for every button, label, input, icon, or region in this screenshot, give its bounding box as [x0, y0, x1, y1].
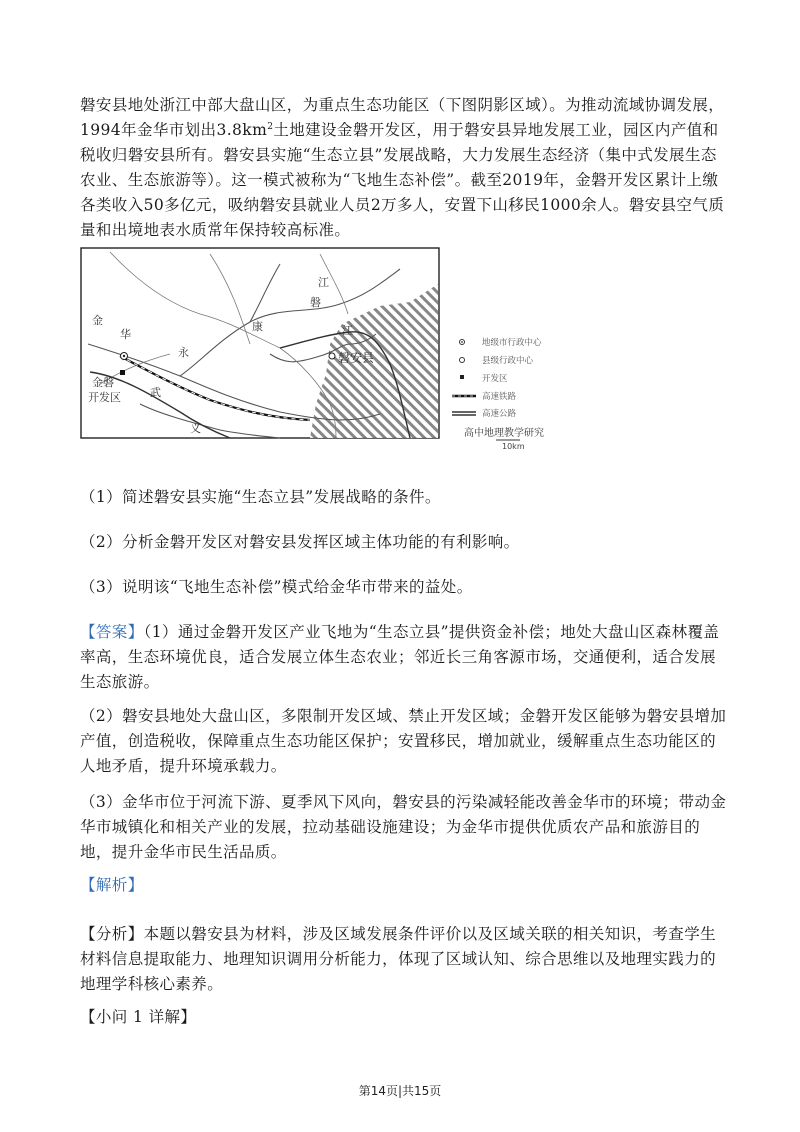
watermark-text: 高中地理教学研究 [464, 428, 544, 439]
answer-tag: 【答案】 [80, 623, 144, 641]
label-jiang-2: 江 [342, 324, 353, 337]
answer-2-paragraph: （2）磐安县地处大盘山区，多限制开发区域、禁止开发区域；金磐开发区能够为磐安县增加产值，创造税收，保障重点生态功能区保护；安置移民，增加就业，缓解重点生态功能区的人地矛盾，提升环境承载力。 [80, 707, 727, 775]
label-jin: 金 [92, 314, 103, 327]
question-3: （3）说明该“飞地生态补偿”模式给金华市带来的益处。 [80, 578, 473, 596]
region-map [80, 244, 580, 454]
question-1: （1）简述磐安县实施“生态立县”发展战略的条件。 [80, 488, 441, 506]
scale-label: 10km [502, 442, 525, 451]
county-center-symbol [329, 353, 335, 359]
analysis-tag: 【解析】 [80, 876, 144, 894]
legend-city: 地级市行政中心 [482, 338, 542, 348]
map-legend [452, 337, 542, 419]
label-kang: 康 [252, 320, 263, 333]
label-yong: 永 [178, 346, 189, 359]
answer-3-paragraph: （3）金华市位于河流下游、夏季风下风向，磐安县的污染减轻能改善金华市的环境；带动金华市城镇化和相关产业的发展，拉动基础设施建设；为金华市提供优质农产品和旅游目的地，提升金华市民生活品质。 [80, 793, 727, 861]
intro-superscript: 2 [267, 121, 274, 132]
legend-railway: 高速铁路 [482, 392, 517, 402]
intro-text-2: 土地建设金磐开发区，用于磐安县异地发展工业，园区内产值和税收归磐安县所有。磐安县实施“生态立县”发展战略，大力发展生态经济（集中式发展生态农业、生态旅游等）。这一模式被称为“飞地生态补偿”。截至2019年，金磐开发区累计上缴各类收入50多亿元，吸纳磐安县就业人员2万多人，安置下山移民1000余人。磐安县空气质量和出境地表水质常年保持较高标准。 [80, 121, 725, 239]
legend-highway: 高速公路 [482, 409, 517, 419]
label-hua: 华 [120, 328, 131, 341]
label-yi: 义 [190, 422, 201, 435]
scale-bar [496, 440, 525, 451]
question-2: （2）分析金磐开发区对磐安县发挥区域主体功能的有利影响。 [80, 533, 520, 551]
sub-question-heading: 【小问 1 详解】 [80, 1008, 197, 1026]
zone-symbol [120, 370, 125, 375]
answer-1-text: （1）通过金磐开发区产业飞地为“生态立县”提供资金补偿；地处大盘山区森林覆盖率高，生态环境优良，适合发展立体生态农业；邻近长三角客源市场，交通便利，适合发展生态旅游。 [80, 623, 720, 691]
page-footer: 第14页|共15页 [358, 1084, 442, 1098]
label-jiang-1: 江 [318, 276, 329, 289]
legend-county: 县级行政中心 [482, 356, 534, 366]
label-kaifaqu: 开发区 [88, 391, 121, 404]
intro-text-1: 磐安县地处浙江中部大盘山区，为重点生态功能区（下图阴影区域）。为推动流域协调发展，1994年金华市划出3.8km [80, 96, 725, 139]
answer-1-paragraph [80, 620, 730, 695]
watermark [464, 426, 544, 439]
legend-zone: 开发区 [482, 374, 508, 384]
label-jinpan: 金磐 [92, 376, 114, 389]
label-wu: 武 [150, 386, 161, 399]
label-pan: 磐 [310, 296, 321, 309]
label-panan: 磐安县 [338, 351, 375, 365]
intro-paragraph [80, 93, 730, 243]
analysis-paragraph: 【分析】本题以磐安县为材料，涉及区域发展条件评价以及区域关联的相关知识，考查学生材料信息提取能力、地理知识调用分析能力，体现了区域认知、综合思维以及地理实践力的地理学科核心素养。 [80, 925, 717, 993]
